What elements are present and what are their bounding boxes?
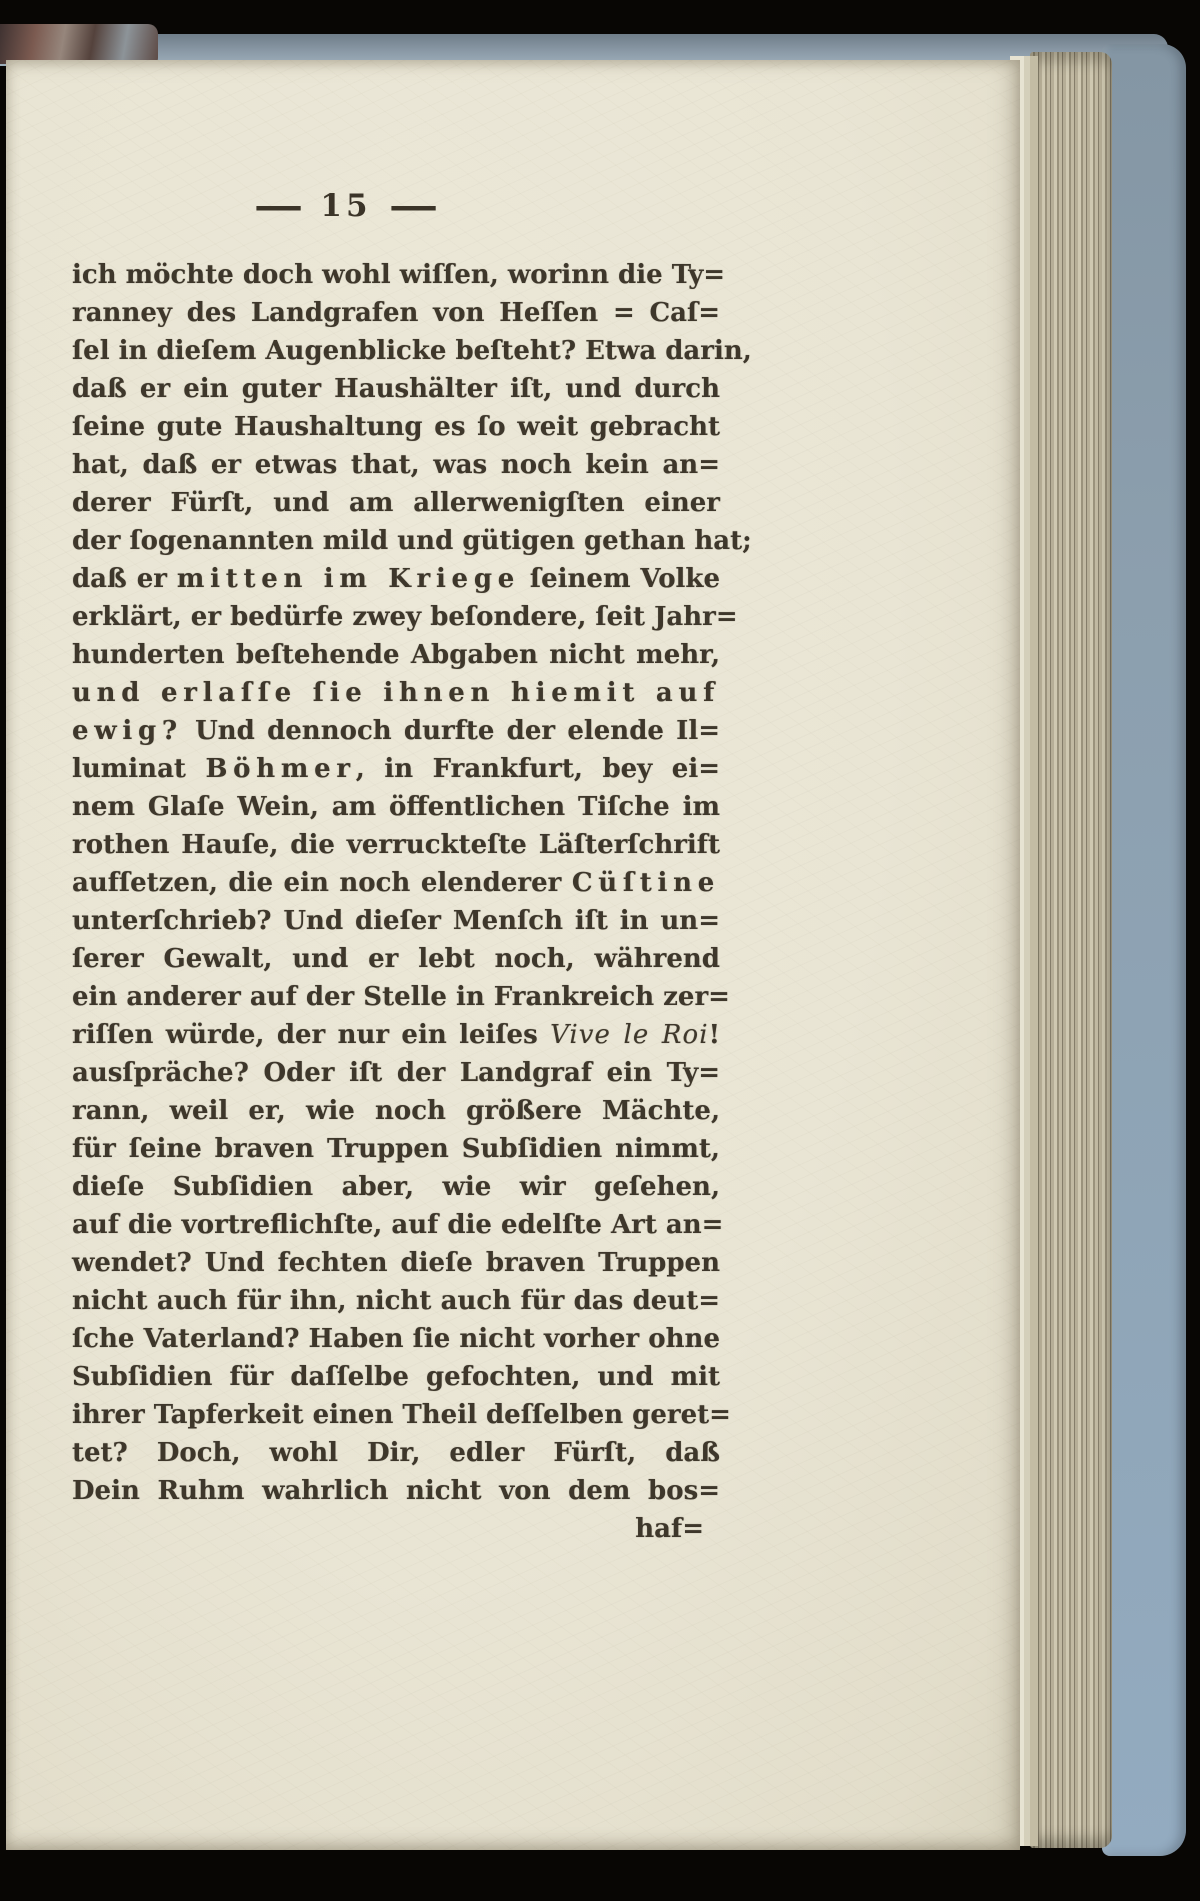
text-line <box>72 1130 720 1168</box>
text-line <box>72 1054 720 1092</box>
text-segment: nicht auch für ihn, nicht auch für das deut= <box>72 1286 720 1316</box>
text-line <box>72 1206 724 1244</box>
text-segment: wendet? Und fechten dieſe braven Truppen <box>72 1248 720 1278</box>
text-segment: mitten im Kriege <box>176 564 520 594</box>
page-number-header <box>66 182 626 230</box>
text-segment: dieſe Subſidien aber, wie wir geſehen, <box>72 1172 720 1202</box>
text-line <box>72 370 720 408</box>
text-line <box>72 484 720 522</box>
text-block <box>72 256 752 1510</box>
catchword: haf= <box>635 1514 704 1544</box>
text-line <box>72 674 720 712</box>
text-segment: Subſidien für daſſelbe gefochten, und mit <box>72 1362 720 1392</box>
text-segment: rann, weil er, wie noch größere Mächte, <box>72 1096 720 1126</box>
text-line <box>72 522 752 560</box>
text-segment: erklärt, er bedürfe zwey beſondere, ſeit Jahr= <box>72 602 738 632</box>
text-line <box>72 940 720 978</box>
text-segment: ich möchte doch wohl wiſſen, worinn die Ty= <box>72 260 726 290</box>
text-segment: der ſogenannten mild und gütigen gethan hat; <box>72 526 752 556</box>
header-dash-right: — <box>388 183 438 229</box>
text-segment: riſſen würde, der nur ein leiſes <box>72 1020 551 1050</box>
marbled-cover-corner <box>0 24 158 64</box>
text-line <box>72 408 720 446</box>
text-segment: luminat <box>72 754 206 784</box>
text-line <box>72 332 752 370</box>
text-line <box>72 1282 720 1320</box>
text-line <box>72 1168 720 1206</box>
text-line <box>72 256 726 294</box>
text-segment: Böhmer <box>205 754 356 784</box>
text-segment: ſeinem Volke <box>519 564 720 594</box>
text-line <box>72 788 720 826</box>
text-line <box>72 1092 720 1130</box>
text-segment: Dein Ruhm wahrlich nicht von dem bos= <box>72 1476 720 1506</box>
text-segment: ſche Vaterland? Haben ſie nicht vorher ohne <box>72 1324 720 1354</box>
text-line <box>72 750 720 788</box>
text-segment: ! <box>708 1020 720 1050</box>
text-segment: ihrer Tapferkeit einen Theil deſſelben geret= <box>72 1400 731 1430</box>
text-segment: ſeine gute Haushaltung es ſo weit gebracht <box>72 412 720 442</box>
text-segment: rothen Hauſe, die verruckteſte Läſterſchrift <box>72 830 720 860</box>
text-segment: tet? Doch, wohl Dir, edler Fürſt, daß <box>72 1438 720 1468</box>
text-line <box>72 1396 731 1434</box>
page-number: 15 <box>320 188 372 224</box>
text-segment: ſerer Gewalt, und er lebt noch, während <box>72 944 720 974</box>
text-line <box>72 902 720 940</box>
text-segment: auf die vortreflichſte, auf die edelſte Art an= <box>72 1210 724 1240</box>
text-segment: ausſpräche? Oder iſt der Landgraf ein Ty= <box>72 1058 720 1088</box>
text-line <box>72 446 720 484</box>
text-segment: Und dennoch durfte der elende Il= <box>182 716 720 746</box>
text-segment: unterſchrieb? Und dieſer Menſch iſt in un= <box>72 906 720 936</box>
text-line <box>72 1434 720 1472</box>
text-segment: nem Glaſe Wein, am öffentlichen Tiſche im <box>72 792 720 822</box>
text-line <box>72 864 720 902</box>
text-line <box>72 826 720 864</box>
page-edge-stack <box>1030 52 1112 1848</box>
header-dash-left: — <box>254 183 304 229</box>
text-line <box>72 1244 720 1282</box>
text-segment: ſel in dieſem Augenblicke beſteht? Etwa darin, <box>72 336 752 366</box>
text-segment: derer Fürſt, und am allerwenigſten einer <box>72 488 720 518</box>
text-segment: , in Frankfurt, bey ei= <box>355 754 720 784</box>
text-segment: Cüſtine <box>571 868 720 898</box>
text-line <box>72 636 720 674</box>
text-line <box>72 1320 720 1358</box>
text-segment: Vive le Roi <box>550 1020 709 1050</box>
text-line <box>72 598 738 636</box>
text-segment: ranney des Landgrafen von Heſſen = Caſ= <box>72 298 720 328</box>
text-line <box>72 1016 720 1054</box>
text-line <box>72 560 720 598</box>
text-line <box>72 1358 720 1396</box>
text-line <box>72 978 730 1016</box>
text-segment: für ſeine braven Truppen Subſidien nimmt, <box>72 1134 720 1164</box>
text-line <box>72 1472 720 1510</box>
text-segment: daß er ein guter Haushälter iſt, und durch <box>72 374 720 404</box>
text-line <box>72 294 720 332</box>
book-page <box>6 60 1020 1850</box>
text-segment: ein anderer auf der Stelle in Frankreich zer= <box>72 982 730 1012</box>
text-segment: hat, daß er etwas that, was noch kein an= <box>72 450 720 480</box>
text-segment: aufſetzen, die ein noch elenderer <box>72 868 572 898</box>
text-segment: ewig? <box>72 716 183 746</box>
text-segment: und erlaſſe ſie ihnen hiemit auf <box>72 678 720 708</box>
book-cover-right <box>1102 44 1186 1856</box>
text-segment: hunderten beſtehende Abgaben nicht mehr, <box>72 640 720 670</box>
text-segment: daß er <box>72 564 177 594</box>
text-line <box>72 712 720 750</box>
